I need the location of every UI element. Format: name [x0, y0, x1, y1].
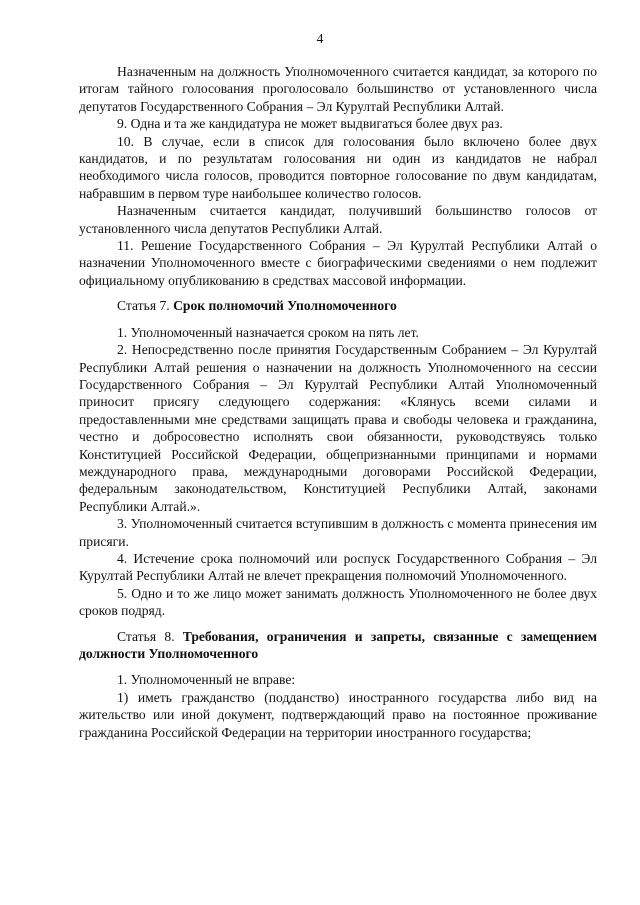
paragraph: 1. Уполномоченный не вправе: — [117, 672, 296, 688]
paragraph: 2. Непосредственно после принятия Государственным Собранием – Эл Курултай Республики Алтай решения о назначении на должность Уполномоченного на сессии Государственного Собрания – Эл Курултай Республики Алтай Уполномоченный приносит присягу следующего содержания: «Клянусь всеми силами и предоставленными мне средствами защищать права и свободы человека и гражданина, честно и добросовестно исполнять свои обязанности, руководствуясь только Конституцией Российской Федерации, общепризнанными принципами и нормами международного права, международными договорами Российской Федерации, федеральным законодательством, Конституцией Республики Алтай, законами Республики Алтай.». — [79, 342, 597, 514]
paragraph: 1) иметь гражданство (подданство) иностранного государства либо вид на жительство или иной документ, подтверждающий право на постоянное проживание гражданина Российской Федерации на территории иностранного государства; — [79, 689, 597, 740]
paragraph: 5. Одно и то же лицо может занимать должность Уполномоченного не более двух сроков подряд. — [79, 585, 597, 619]
document-body — [79, 63, 597, 741]
article-8-heading — [79, 628, 597, 663]
paragraph: 1. Уполномоченный назначается сроком на пять лет. — [117, 324, 419, 340]
paragraph: 11. Решение Государственного Собрания – Эл Курултай Республики Алтай о назначении Уполномоченного вместе с биографическими сведениями о нем подлежит официальному опубликованию в средствах массовой информации. — [79, 238, 597, 288]
paragraph: 10. В случае, если в список для голосования было включено более двух кандидатов, и по результатам голосования ни один из кандидатов не набрал необходимого числа голосов, проводится повторное голосование по двум кандидатам, набравшим в первом туре наибольшее количество голосов. — [79, 133, 597, 201]
article-8-prefix: Статья 8. — [117, 628, 183, 644]
article-7-prefix: Статья 7. — [117, 298, 174, 314]
paragraph: Назначенным считается кандидат, получивший большинство голосов от установленного числа депутатов Республики Алтай. — [79, 203, 597, 236]
article-8-title: Требования, ограничения и запреты, связанные с замещением должности Уполномоченного — [79, 628, 597, 661]
paragraph: 4. Истечение срока полномочий или роспуск Государственного Собрания – Эл Курултай Республики Алтай не влечет прекращения полномочий Уполномоченного. — [79, 550, 597, 584]
paragraph: 9. Одна и та же кандидатура не может выдвигаться более двух раз. — [117, 116, 503, 132]
article-7-title: Срок полномочий Уполномоченного — [173, 298, 397, 314]
paragraph: 3. Уполномоченный считается вступившим в должность с момента принесения им присяги. — [79, 516, 597, 549]
page-number: 4 — [316, 31, 324, 46]
article-7-heading — [79, 297, 597, 314]
paragraph: Назначенным на должность Уполномоченного считается кандидат, за которого по итогам тайного голосования проголосовало большинство от установленного числа депутатов Государственного Собрания – Эл Курултай Республики Алтай. — [79, 64, 597, 114]
